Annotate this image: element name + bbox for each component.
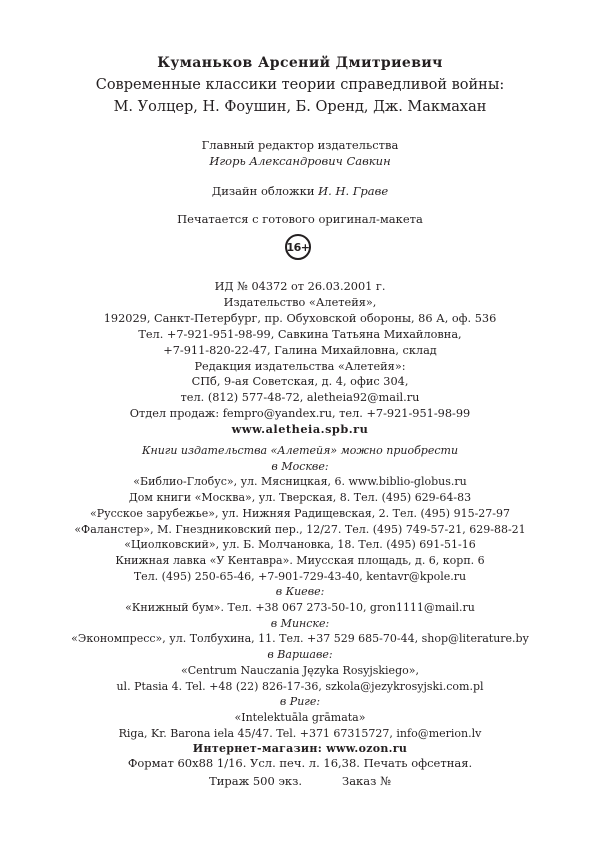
shop-line: Тел. (495) 250-65-46, +7-901-729-43-40, kentavr@kpole.ru [133, 569, 467, 583]
shop-heading: в Минске: [270, 616, 330, 630]
print-specs [0, 754, 600, 790]
shop-line: Книжная лавка «У Кентавра». Миусская площадь, д. 6, корп. 6 [115, 553, 485, 567]
contact-line: 192029, Санкт-Петербург, пр. Обуховской обороны, 86 А, оф. 536 [103, 311, 497, 325]
author-name: Куманьков Арсений Дмитриевич [157, 55, 443, 71]
format-line: Формат 60x88 1/16. Усл. печ. л. 16,38. Печать офсетная. [127, 756, 473, 770]
cover-role: Дизайн обложки [211, 184, 319, 198]
editor-credit [0, 137, 600, 169]
order-number: Заказ № [342, 774, 391, 788]
contact-line: тел. (812) 577-48-72, aletheia92@mail.ru [180, 391, 420, 405]
publisher-contacts [0, 279, 600, 438]
run-and-order [0, 772, 600, 790]
shop-line: ul. Ptasia 4. Tel. +48 (22) 826-17-36, szkola@jezykrosyjski.com.pl [116, 679, 484, 693]
shop-line: «Centrum Nauczania Języka Rosyjskiego», [181, 663, 419, 677]
book-header [0, 52, 600, 118]
contact-line: Отдел продаж: fempro@yandex.ru, тел. +7-921-951-98-99 [129, 407, 471, 421]
shop-line: Дом книги «Москва», ул. Тверская, 8. Тел. (495) 629-64-83 [128, 491, 472, 505]
shop-line: «Библио-Глобус», ул. Мясницкая, 6. www.biblio-globus.ru [133, 475, 467, 489]
shop-heading: в Москве: [271, 459, 329, 473]
editor-role: Главный редактор издательства [201, 138, 399, 152]
contact-line: Издательство «Алетейя», [223, 295, 377, 309]
contact-line: ИД № 04372 от 26.03.2001 г. [214, 280, 386, 293]
shop-line: «Фаланстер», М. Гнездниковский пер., 12/27. Тел. (495) 749-57-21, 629-88-21 [74, 522, 526, 536]
shop-line: «Русское зарубежье», ул. Нижняя Радищевская, 2. Тел. (495) 915-27-97 [89, 506, 510, 520]
online-shop: Интернет-магазин: www.ozon.ru [192, 742, 408, 756]
contact-line: Тел. +7-921-951-98-99, Савкина Татьяна Михайловна, [138, 327, 462, 341]
contact-line: СПб, 9-ая Советская, д. 4, офис 304, [191, 375, 409, 389]
book-title-line-2: М. Уолцер, Н. Фоушин, Б. Оренд, Дж. Макмахан [113, 99, 487, 115]
contact-line: +7-911-820-22-47, Галина Михайловна, склад [163, 343, 437, 357]
book-title-line-1: Современные классики теории справедливой войны: [95, 77, 505, 93]
shop-heading: Книги издательства «Алетейя» можно приобрести [141, 444, 459, 457]
shop-line: «Книжный бум». Тел. +38 067 273-50-10, gron1111@mail.ru [125, 601, 475, 615]
shop-line: «Циолковский», ул. Б. Молчановка, 18. Тел. (495) 691-51-16 [124, 538, 476, 552]
cover-credit [0, 183, 600, 199]
shop-line: «Экономпресс», ул. Толбухина, 11. Тел. +37 529 685-70-44, shop@literature.by [71, 632, 529, 646]
cover-designer-name: И. Н. Граве [318, 184, 389, 198]
age-rating-badge: 16+ [285, 234, 311, 260]
contact-line: Редакция издательства «Алетейя»: [194, 359, 406, 373]
shop-heading: в Варшаве: [267, 648, 333, 662]
shop-heading: в Риге: [279, 695, 321, 709]
bookstores-list [0, 443, 600, 757]
shop-heading: в Киеве: [275, 585, 325, 599]
print-run: Тираж 500 экз. [209, 774, 303, 788]
shop-line: «Intelektuāla grāmata» [234, 710, 366, 724]
shop-line: Riga, Kr. Barona iela 45/47. Tel. +371 67315727, info@merion.lv [118, 726, 482, 740]
publisher-website: www.aletheia.spb.ru [231, 422, 369, 437]
print-note: Печатается с готового оригинал-макета [177, 212, 423, 226]
editor-name: Игорь Александрович Савкин [209, 154, 391, 168]
